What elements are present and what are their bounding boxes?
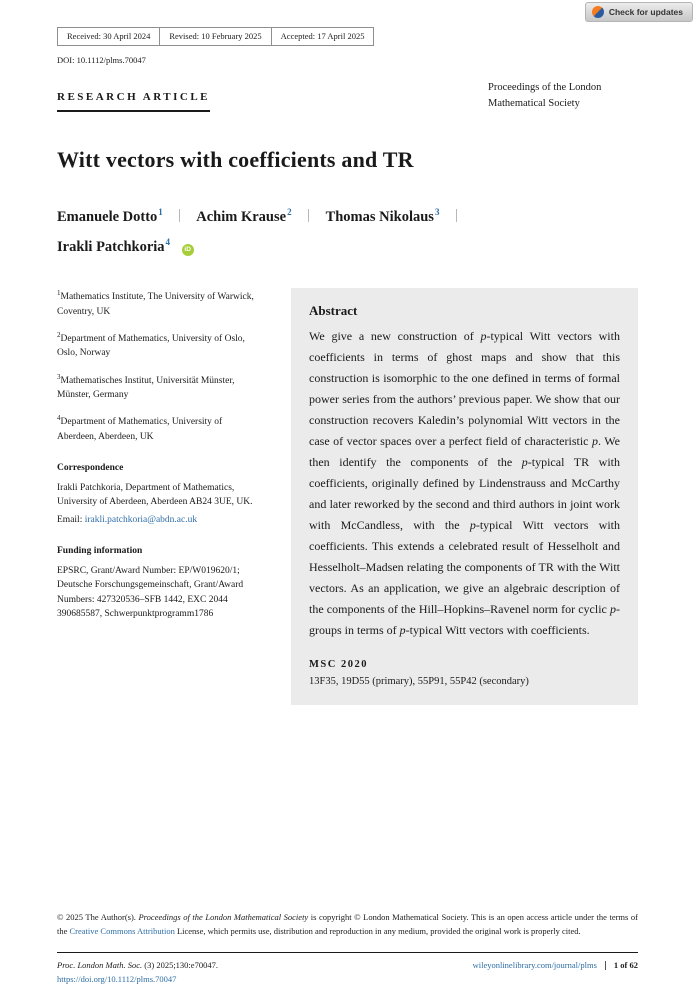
footer-doi-row <box>57 974 638 984</box>
inline-link[interactable]: Creative Commons Attribution <box>69 925 175 936</box>
affiliation-text: Department of Mathematics, University of Oslo, Oslo, Norway <box>57 334 245 359</box>
authors-line-1 <box>57 207 638 226</box>
affiliation <box>57 413 261 444</box>
author-name: Emanuele Dotto <box>57 208 158 225</box>
orcid-icon[interactable]: iD <box>182 244 194 256</box>
page-title: Witt vectors with coefficients and TR <box>57 146 414 172</box>
affiliation-sup: 4 <box>57 414 61 423</box>
italic-text: p <box>399 623 406 638</box>
italic-text: p <box>592 434 598 449</box>
author-affiliation-sup: 1 <box>158 206 163 217</box>
check-for-updates-badge[interactable] <box>585 2 693 22</box>
funding-text: EPSRC, Grant/Award Number: EP/W019620/1; Deutsche Forschungsgemeinschaft, Grant/Award Numbers: 427320536–SFB 1442, EXC 2044 390685587, Schwerpunktprogramm1786 <box>57 566 244 619</box>
footer-citation-row <box>57 960 638 970</box>
revised-date: Revised: 10 February 2025 <box>159 27 271 46</box>
affiliation-sup: 1 <box>57 289 61 298</box>
author-affiliation-sup: 2 <box>287 206 292 217</box>
page-number: 1 of 62 <box>613 960 638 970</box>
correspondence-block <box>57 461 261 527</box>
footer-separator <box>605 961 606 970</box>
affiliation <box>57 372 261 403</box>
correspondence-heading: Correspondence <box>57 462 124 473</box>
left-sidebar <box>57 288 261 705</box>
author-separator <box>179 209 180 222</box>
check-for-updates-label: Check for updates <box>608 7 683 17</box>
correspondence-text: Irakli Patchkoria, Department of Mathematics, University of Aberdeen, Aberdeen AB24 3UE, UK. <box>57 483 253 508</box>
author-affiliation-sup: 3 <box>434 206 440 217</box>
affiliation-sup: 2 <box>57 330 61 339</box>
affiliation-text: Mathematics Institute, The University of Warwick, Coventry, UK <box>57 292 254 317</box>
doi-url-link[interactable]: https://doi.org/10.1112/plms.70047 <box>57 974 177 984</box>
crossmark-icon <box>592 6 604 18</box>
affiliation <box>57 330 261 361</box>
received-date: Received: 30 April 2024 <box>57 27 160 46</box>
italic-text: Proceedings of the London Mathematical Society <box>138 911 309 922</box>
footer-divider <box>57 952 638 953</box>
copyright-notice: © 2025 The Author(s). Proceedings of the London Mathematical Society is copyright © London Mathematical Society. This is an open access article under the terms of the Creative Commons Attribution License, which permits use, distribution and reproduction in any medium, provided the original work is properly cited. <box>57 911 638 936</box>
dates-row <box>57 27 638 46</box>
author-separator <box>308 209 309 222</box>
italic-text: p <box>521 455 528 470</box>
email-link[interactable]: irakli.patchkoria@abdn.ac.uk <box>84 514 198 525</box>
accepted-date: Accepted: 17 April 2025 <box>271 27 375 46</box>
page-footer <box>57 910 638 984</box>
authors-line-2 <box>57 237 638 256</box>
italic-text: p <box>610 602 616 617</box>
doi-line: DOI: 10.1112/plms.70047 <box>57 55 146 65</box>
funding-block <box>57 544 261 621</box>
msc-heading: MSC 2020 <box>309 659 368 671</box>
affiliation-text: Department of Mathematics, University of Aberdeen, Aberdeen, UK <box>57 417 223 442</box>
affiliation-sup: 3 <box>57 372 61 381</box>
citation-text: Proc. London Math. Soc. (3) 2025;130:e70047. <box>57 960 218 970</box>
italic-text: Proc. London Math. Soc. <box>57 960 143 970</box>
abstract-box <box>291 288 638 705</box>
msc-codes: 13F35, 19D55 (primary), 55P91, 55P42 (secondary) <box>309 676 529 688</box>
article-type-label: RESEARCH ARTICLE <box>57 91 210 112</box>
author-name: Thomas Nikolaus <box>325 208 434 225</box>
author-name: Achim Krause <box>196 208 287 225</box>
two-column-layout <box>57 288 638 705</box>
funding-heading: Funding information <box>57 545 143 556</box>
abstract-heading: Abstract <box>309 303 358 319</box>
journal-name-line2: Mathematical Society <box>488 98 580 110</box>
italic-text: p <box>469 518 476 533</box>
email-label: Email: <box>57 514 85 525</box>
author-name: Irakli Patchkoria <box>57 239 165 256</box>
abstract-text: We give a new construction of p-typical Witt vectors with coefficients in terms of ghost maps and show that this construction is isomorphic to the one defined in terms of formal power series from the authors’ previous paper. We show that our construction recovers Kaledin’s polynomial Witt vectors in the case of vector spaces over a perfect field of characteristic p. We then identify the components of the p-typical TR with coefficients, originally defined by Lindenstrauss and McCarthy and later reworked by the second and third authors in joint work with McCandless, with the p-typical Witt vectors with coefficients. This extends a celebrated result of Hesselholt and Hesselholt–Madsen relating the components of TR with the Witt vectors. As an application, we give an algebraic description of the components of the Hill–Hopkins–Ravenel norm for cyclic p-groups in terms of p-typical Witt vectors with coefficients. <box>309 329 620 638</box>
author-separator <box>456 209 457 222</box>
footer-right-group <box>473 960 638 970</box>
journal-name-line1: Proceedings of the London <box>488 82 602 93</box>
header-row <box>57 80 638 113</box>
correspondence-email-line <box>57 513 261 527</box>
author-affiliation-sup: 4 <box>165 237 171 248</box>
journal-url-link[interactable]: wileyonlinelibrary.com/journal/plms <box>472 960 597 970</box>
italic-text: p <box>480 329 487 344</box>
journal-name <box>488 80 638 113</box>
affiliation-text: Mathematisches Institut, Universität Münster, Münster, Germany <box>57 375 235 400</box>
affiliation <box>57 288 261 319</box>
